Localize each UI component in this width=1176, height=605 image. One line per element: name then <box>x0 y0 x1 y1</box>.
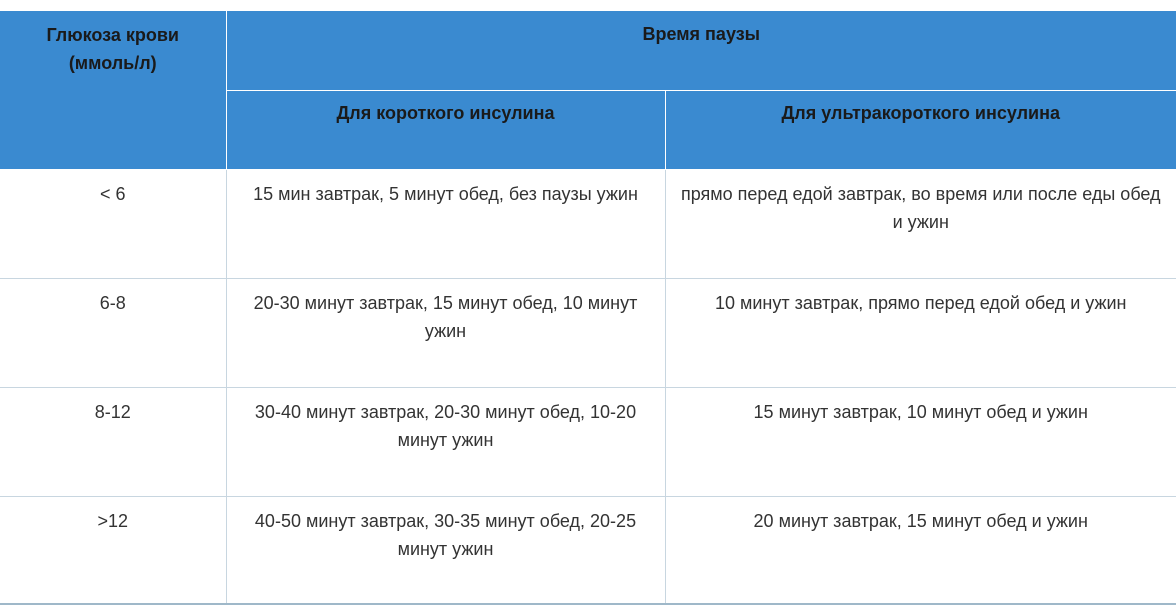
header-ultrashort-insulin: Для ультракороткого инсулина <box>665 91 1176 170</box>
cell-short-insulin: 15 мин завтрак, 5 минут обед, без паузы ужин <box>226 170 665 279</box>
cell-short-insulin: 20-30 минут завтрак, 15 минут обед, 10 минут ужин <box>226 279 665 388</box>
table-row <box>0 279 1176 388</box>
cell-glucose: >12 <box>0 497 226 605</box>
table-row <box>0 497 1176 605</box>
cell-ultrashort-insulin: 15 минут завтрак, 10 минут обед и ужин <box>665 388 1176 497</box>
cell-ultrashort-insulin: 20 минут завтрак, 15 минут обед и ужин <box>665 497 1176 605</box>
cell-glucose: < 6 <box>0 170 226 279</box>
header-pause-time: Время паузы <box>226 11 1176 91</box>
cell-short-insulin: 30-40 минут завтрак, 20-30 минут обед, 10-20 минут ужин <box>226 388 665 497</box>
table-row <box>0 388 1176 497</box>
cell-ultrashort-insulin: 10 минут завтрак, прямо перед едой обед и ужин <box>665 279 1176 388</box>
cell-ultrashort-insulin: прямо перед едой завтрак, во время или после еды обед и ужин <box>665 170 1176 279</box>
table-row <box>0 170 1176 279</box>
insulin-pause-table-container <box>0 11 1176 605</box>
table-header-row <box>0 11 1176 91</box>
insulin-pause-table <box>0 11 1176 605</box>
cell-glucose: 8-12 <box>0 388 226 497</box>
header-short-insulin: Для короткого инсулина <box>226 91 665 170</box>
header-glucose: Глюкоза крови (ммоль/л) <box>0 11 226 170</box>
cell-glucose: 6-8 <box>0 279 226 388</box>
cell-short-insulin: 40-50 минут завтрак, 30-35 минут обед, 20-25 минут ужин <box>226 497 665 605</box>
